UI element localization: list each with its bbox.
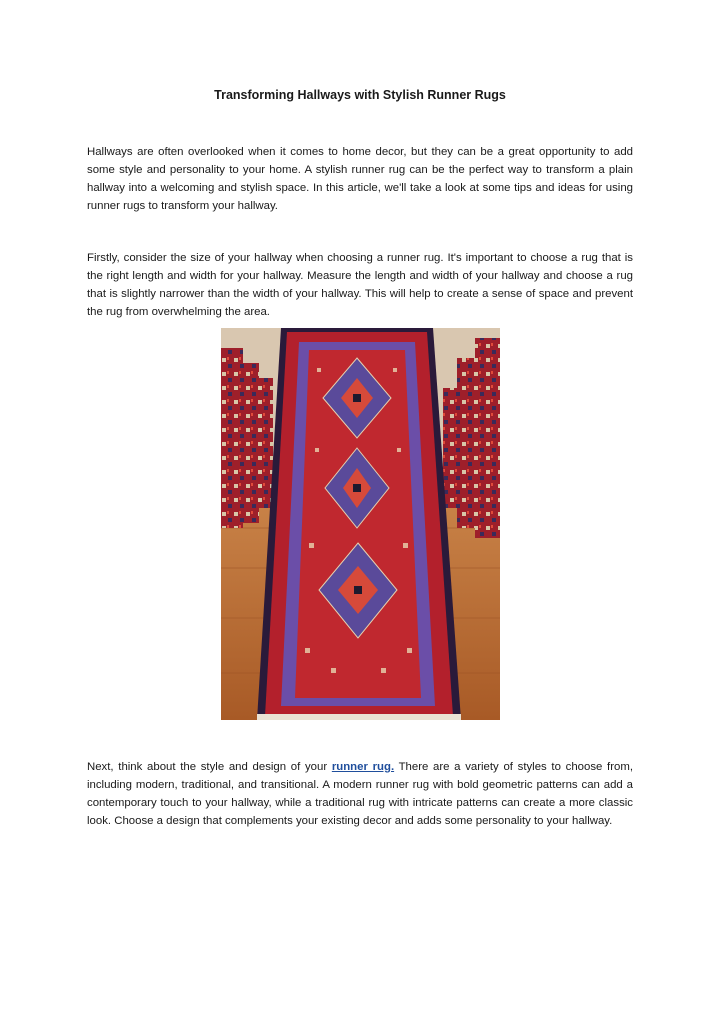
runner-rug-link[interactable]: runner rug. (331, 761, 395, 773)
runner-rug-photo (221, 328, 500, 720)
paragraph-size: Firstly, consider the size of your hallway when choosing a runner rug. It's important to choose a rug that is the right length and width for your hallway. Measure the length and width of your hallway and choose a rug that is slightly narrower than the width of your hallway. This will help to create a sense of space and prevent the rug from overwhelming the area. (87, 252, 633, 318)
paragraph-style-text-start: Next, think about the style and design of your (87, 761, 332, 773)
runner-rug-illustration (221, 328, 500, 720)
document-title: Transforming Hallways with Stylish Runner Rugs (214, 88, 506, 102)
paragraph-style (87, 758, 633, 830)
paragraph-style-text-end: There are a variety of styles to choose from, including modern, traditional, and transitional. A modern runner rug with bold geometric patterns can add a contemporary touch to your hallway, while a traditional rug with intricate patterns can create a more classic look. Choose a design that complements your existing decor and adds some personality to your hallway. (87, 761, 633, 827)
paragraph-intro: Hallways are often overlooked when it comes to home decor, but they can be a great opportunity to add some style and personality to your home. A stylish runner rug can be the perfect way to transform a plain hallway into a welcoming and stylish space. In this article, we'll take a look at some tips and ideas for using runner rugs to transform your hallway. (87, 146, 633, 212)
